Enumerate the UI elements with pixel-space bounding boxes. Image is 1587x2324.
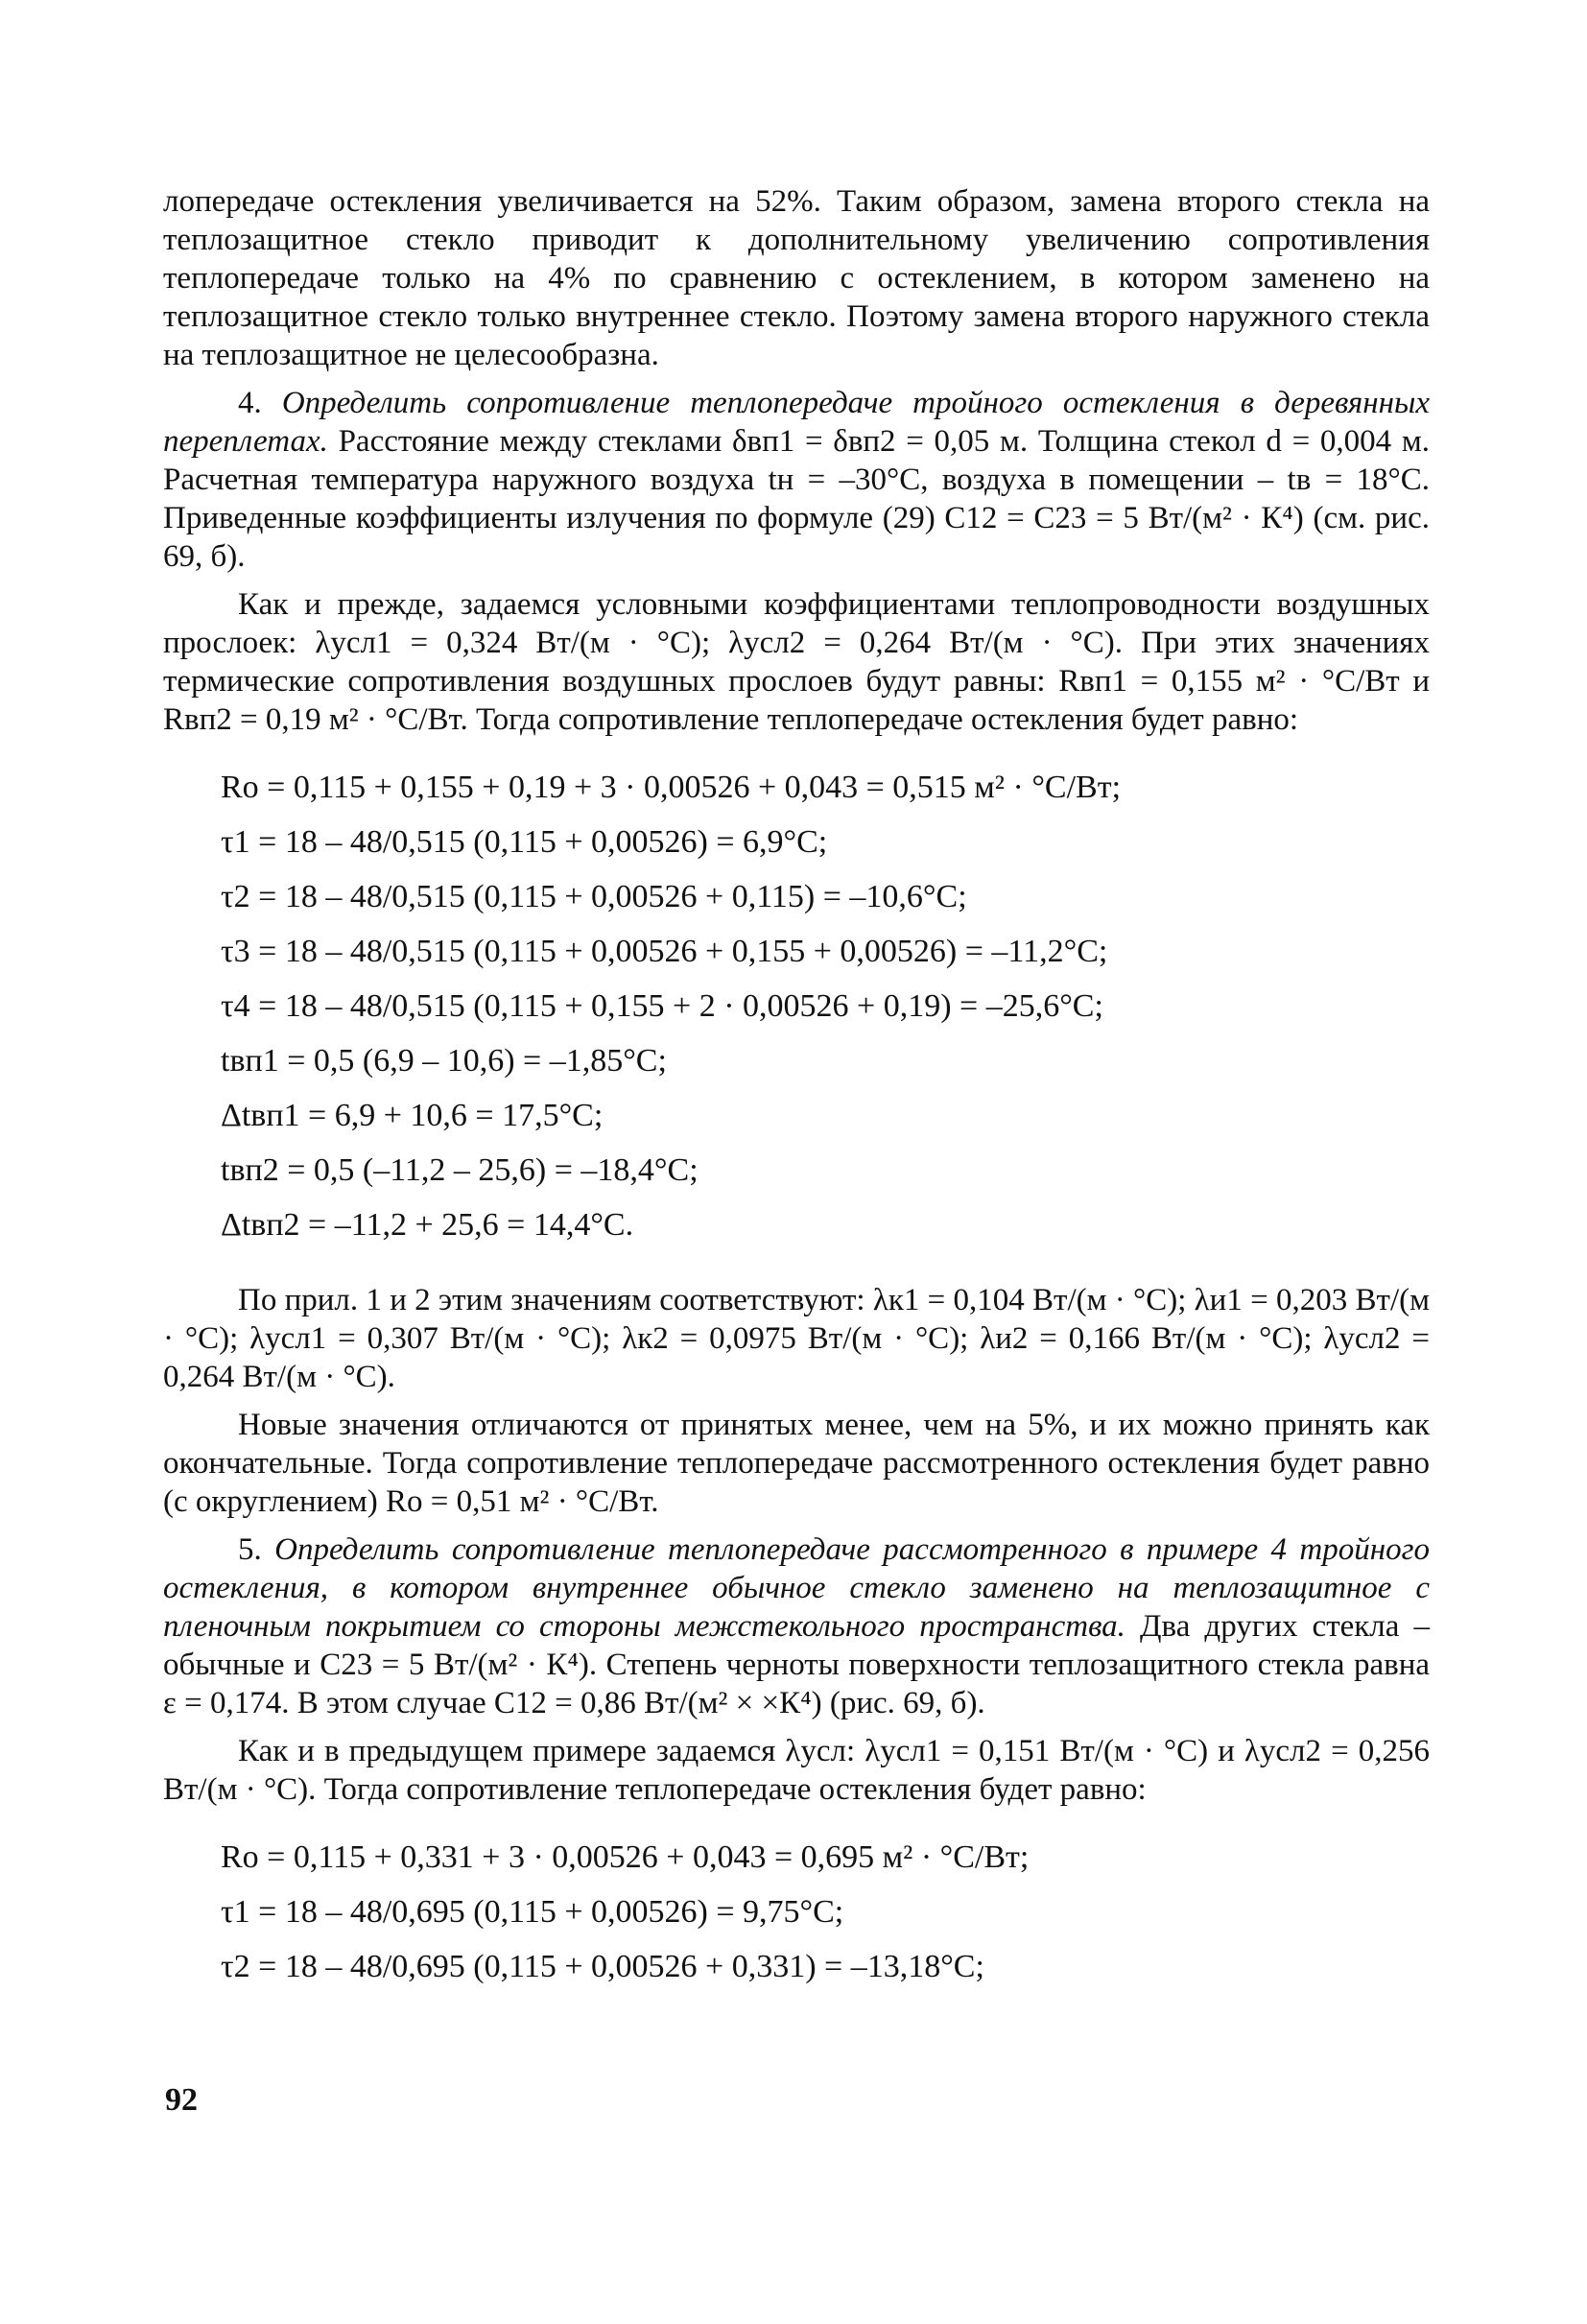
paragraph-continuation: лопередаче остекления увеличивается на 52%. Таким образом, замена второго стекла на теплозащитное стекло приводит к дополнительному увеличению сопротивления теплопередаче только на 4% по сравнению с остеклением, в котором заменено на теплозащитное стекло только внутреннее стекло. Поэтому замена второго наружного стекла на теплозащитное не целесообразна. bbox=[163, 184, 1430, 372]
conclusion-paragraph: Новые значения отличаются от принятых менее, чем на 5%, и их можно принять как окончательные. Тогда сопротивление теплопередаче рассмотренного остекления будет равно (с округлением) Rо = 0,51 м² · °С/Вт. bbox=[163, 1408, 1430, 1519]
formula-line: τ2 = 18 – 48/0,695 (0,115 + 0,00526 + 0,331) = –13,18°С; bbox=[221, 1949, 984, 1984]
formula-line: tвп1 = 0,5 (6,9 – 10,6) = –1,85°С; bbox=[221, 1043, 667, 1079]
example-4-title: Определить сопротивление теплопередаче тройного остекления в деревянных переплетах. bbox=[163, 386, 1430, 459]
formula-block-2 bbox=[221, 1830, 1430, 1994]
body-text bbox=[163, 182, 1430, 2023]
formula-line: Rо = 0,115 + 0,331 + 3 · 0,00526 + 0,043 = 0,695 м² · °С/Вт; bbox=[221, 1839, 1030, 1875]
formula-line: Δtвп2 = –11,2 + 25,6 = 14,4°С. bbox=[221, 1207, 634, 1243]
appendix-values-paragraph: По прил. 1 и 2 этим значениям соответствуют: λк1 = 0,104 Вт/(м · °С); λи1 = 0,203 Вт/(м · °С); λусл1 = 0,307 Вт/(м · °С); λк2 = 0,0975 Вт/(м · °С); λи2 = 0,166 Вт/(м · °С); λусл2 = 0,264 Вт/(м · °С). bbox=[163, 1283, 1430, 1394]
example-4-number: 4. bbox=[238, 386, 262, 420]
formula-line: τ3 = 18 – 48/0,515 (0,115 + 0,00526 + 0,155 + 0,00526) = –11,2°С; bbox=[221, 934, 1108, 969]
example-4-body: Расстояние между стеклами δвп1 = δвп2 = 0,05 м. Толщина стекол d = 0,004 м. Расчетная температура наружного воздуха tн = –30°С, воздуха в помещении – tв = 18°С. Приведенные коэффициенты излучения по формуле (29) C12 = C23 = 5 Вт/(м² · К⁴) (см. рис. 69, б). bbox=[163, 424, 1430, 574]
example-5-assumptions-paragraph: Как и в предыдущем примере задаемся λусл: λусл1 = 0,151 Вт/(м · °С) и λусл2 = 0,256 Вт/(м · °С). Тогда сопротивление теплопередаче остекления будет равно: bbox=[163, 1734, 1430, 1807]
page-number: 92 bbox=[165, 2082, 198, 2118]
example-4-paragraph bbox=[163, 384, 1430, 576]
formula-line: τ4 = 18 – 48/0,515 (0,115 + 0,155 + 2 · 0,00526 + 0,19) = –25,6°С; bbox=[221, 988, 1103, 1024]
formula-line: τ2 = 18 – 48/0,515 (0,115 + 0,00526 + 0,115) = –10,6°С; bbox=[221, 879, 967, 914]
formula-line: Rо = 0,115 + 0,155 + 0,19 + 3 · 0,00526 + 0,043 = 0,515 м² · °С/Вт; bbox=[221, 770, 1122, 805]
formula-block-1 bbox=[221, 760, 1430, 1252]
assumed-coefficients-paragraph: Как и прежде, задаемся условными коэффициентами теплопроводности воздушных прослоек: λусл1 = 0,324 Вт/(м · °С); λусл2 = 0,264 Вт/(м · °С). При этих значениях термические сопротивления воздушных прослоев будут равны: Rвп1 = 0,155 м² · °С/Вт и Rвп2 = 0,19 м² · °С/Вт. Тогда сопротивление теплопередаче остекления будет равно: bbox=[163, 587, 1430, 737]
formula-line: τ1 = 18 – 48/0,695 (0,115 + 0,00526) = 9,75°С; bbox=[221, 1894, 844, 1930]
formula-line: tвп2 = 0,5 (–11,2 – 25,6) = –18,4°С; bbox=[221, 1152, 699, 1188]
example-5-paragraph bbox=[163, 1530, 1430, 1722]
formula-line: τ1 = 18 – 48/0,515 (0,115 + 0,00526) = 6,9°С; bbox=[221, 824, 828, 860]
example-5-number: 5. bbox=[238, 1532, 262, 1567]
example-5-body: Два других стекла – обычные и C23 = 5 Вт/(м² · К⁴). Степень черноты поверхности теплозащитного стекла равна ε = 0,174. В этом случае C12 = 0,86 Вт/(м² × ×К⁴) (рис. 69, б). bbox=[163, 1609, 1431, 1720]
formula-line: Δtвп1 = 6,9 + 10,6 = 17,5°С; bbox=[221, 1098, 604, 1133]
example-5-title: Определить сопротивление теплопередаче рассмотренного в примере 4 тройного остекления, в котором внутреннее обычное стекло заменено на теплозащитное с пленочным покрытием со стороны межстекольного пространства. bbox=[163, 1532, 1430, 1644]
